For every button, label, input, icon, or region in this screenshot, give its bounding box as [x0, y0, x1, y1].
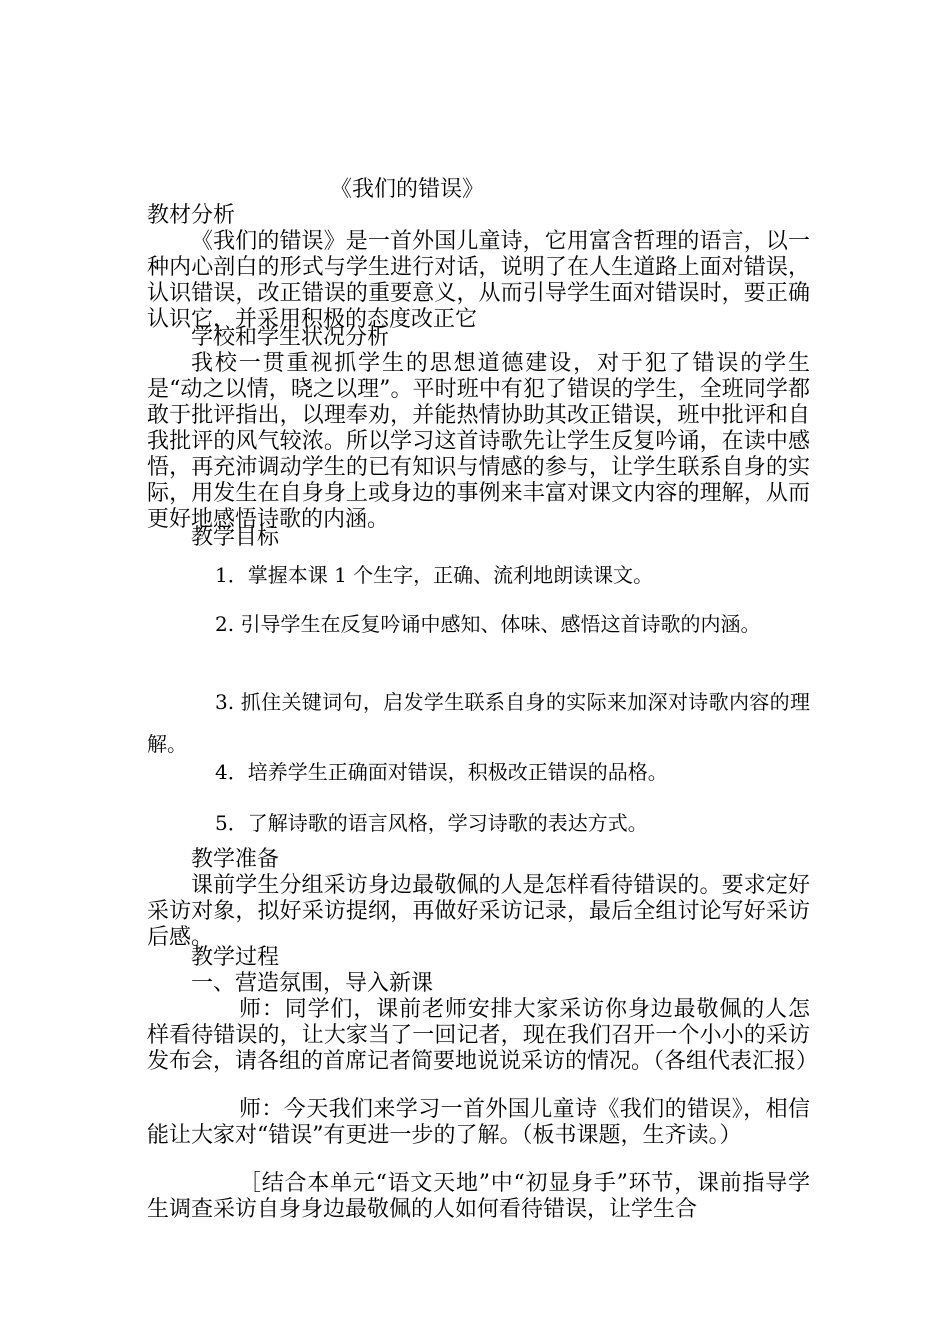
paragraph-material-analysis: 《我们的错误》是一首外国儿童诗，它用富含哲理的语言，以一种内心剖白的形式与学生进行对话，说明了在人生道路上面对错误，认识错误，改正错误的重要意义，从而引导学生面对错误时，要正确认识它，并采用积极的态度改正它 — [147, 229, 810, 332]
step-heading-one: 一、营造氛围，导入新课 — [191, 971, 434, 996]
section-heading-goals: 教学目标 — [191, 525, 280, 550]
goal-item-5: 5．了解诗歌的语言风格，学习诗歌的表达方式。 — [215, 811, 648, 835]
section-heading-school: 学校和学生状况分析 — [191, 325, 390, 350]
goal-item-3: 3. 抓住关键词句，启发学生联系自身的实际来加深对诗歌内容的理解。 — [147, 690, 810, 756]
section-heading-process: 教学过程 — [191, 945, 280, 970]
paragraph-teacher-1: 师：同学们，课前老师安排大家采访你身边最敬佩的人怎样看待错误的，让大家当了一回记者，现在我们召开一个小小的采访发布会，请各组的首席记者简要地说说采访的情况。（各组代表汇报） — [147, 997, 819, 1074]
paragraph-teacher-2: 师：今天我们来学习一首外国儿童诗《我们的错误》，相信能让大家对“错误”有更进一步的了解。（板书课题，生齐读。） — [147, 1097, 810, 1148]
goal-item-2: 2. 引导学生在反复吟诵中感知、体味、感悟这首诗歌的内涵。 — [215, 612, 761, 636]
section-heading-prep: 教学准备 — [191, 847, 280, 872]
goal-item-4: 4．培养学生正确面对错误，积极改正错误的品格。 — [215, 760, 668, 784]
goal-item-1: 1．掌握本课 1 个生字，正确、流利地朗读课文。 — [215, 563, 654, 587]
paragraph-preparation: 课前学生分组采访身边最敬佩的人是怎样看待错误的。要求定好采访对象，拟好采访提纲，再做好采访记录，最后全组讨论写好采访后感。 — [147, 873, 810, 950]
section-heading-material: 教材分析 — [147, 203, 236, 228]
paragraph-note: ［结合本单元“语文天地”中“初显身手”环节，课前指导学生调查采访自身身边最敬佩的人如何看待错误，让学生合 — [147, 1171, 810, 1222]
paragraph-school-analysis: 我校一贯重视抓学生的思想道德建设，对于犯了错误的学生是“动之以情，晓之以理”。平时班中有犯了错误的学生，全班同学都敢于批评指出，以理奉劝，并能热情协助其改正错误，班中批评和自我批评的风气较浓。所以学习这首诗歌先让学生反复吟诵，在读中感悟，再充沛调动学生的已有知识与情感的参与，让学生联系自身的实际，用发生在自身身上或身边的事例来丰富对课文内容的理解，从而更好地感悟诗歌的内涵。 — [147, 351, 810, 532]
document-title: 《我们的错误》 — [330, 177, 485, 202]
